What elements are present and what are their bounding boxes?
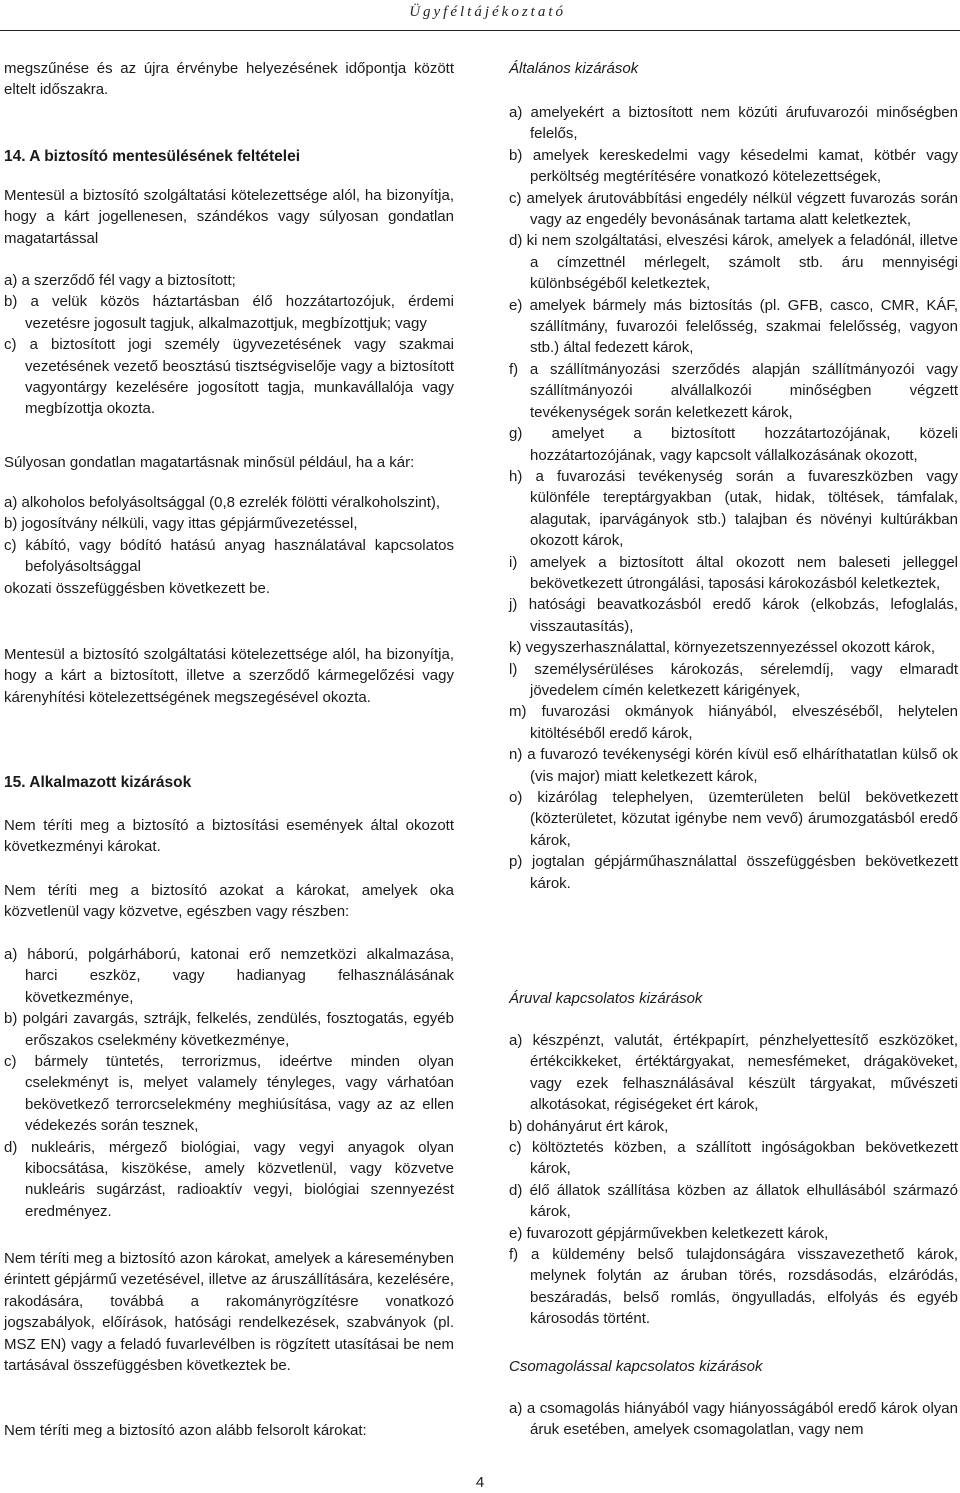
gross-negligence-intro: Súlyosan gondatlan magatartásnak minősül például, ha a kár: [4,454,415,471]
section-15-heading: 15. Alkalmazott kizárások [4,774,192,791]
list-item: a) háború, polgárháború, katonai erő nemzetközi alkalmazása, harci eszköz, vagy hadianyag felhasználásának következménye, [4,946,454,1006]
list-item: e) amelyek bármely más biztosítás (pl. GFB, casco, CMR, KÁF, szállítmány, fuvarozói felelősség, szakmai felelősség, vagyon stb.) által fedezett károk, [509,296,958,357]
list-item: a) alkoholos befolyásoltsággal (0,8 ezrelék fölötti véralkoholszint), [4,494,441,511]
list-item: d) nukleáris, mérgező biológiai, vagy vegyi anyagok olyan kibocsátása, kiszökése, amely közvetlenül, vagy közvetve nukleáris sugárzást, radioaktív vegyi, biológiai szennyezést eredményez. [4,1138,454,1220]
list-item: a) amelyekért a biztosított nem közúti árufuvarozói minőségben felelős, [509,104,958,143]
list-item: m) fuvarozási okmányok hiányából, elveszéséből, helytelen kitöltéséből eredő károk, [509,703,958,742]
list-item: b) amelyek kereskedelmi vagy késedelmi kamat, kötbér vagy perköltség megtérítésére vonatkozó kötelezettségek, [509,146,958,186]
gross-negligence-list [4,492,454,599]
section-14-list [4,270,454,420]
packaging-exclusions-heading: Csomagolással kapcsolatos kizárások [509,1358,763,1375]
list-item: n) a fuvarozó tevékenységi körén kívül eső elháríthatatlan külső ok (vis major) miatt keletkezett károk, [509,746,958,785]
section-15-paragraph-2: Nem téríti meg a biztosító azokat a károkat, amelyek oka közvetlenül vagy közvetve, egészben vagy részben: [4,882,454,921]
list-item: h) a fuvarozási tevékenység során a fuvareszközben vagy különféle tereptárgyakban (utak, hidak, töltések, támfalak, alagutak, iparvágányok stb.) talajban és növényi kultúrákban okozott károk, [509,467,958,550]
list-item: o) kizárólag telephelyen, üzemterületen belül bekövetkezett (közterületet, közutat igénybe nem vevő) árumozgatásból eredő károk, [509,789,958,849]
header-rule [0,30,960,31]
list-item: j) hatósági beavatkozásból eredő károk (elkobzás, lefoglalás, visszautasítás), [509,596,958,635]
list-item: f) a küldemény belső tulajdonságára visszavezethető károk, melynek folytán az áruban törés, rozsdásodás, elzáródás, beszáradás, belső romlás, öngyulladás, elfolyás és egyéb károsodás történt. [509,1246,958,1328]
intro-paragraph: megszűnése és az újra érvénybe helyezésének időpontja között eltelt időszakra. [4,60,454,99]
list-item: b) dohányárut ért károk, [509,1117,669,1135]
section-14-heading: 14. A biztosító mentesülésének feltételei [4,148,301,165]
general-exclusions-list [509,102,958,894]
list-item: f) a szállítmányozási szerződés alapján szállítmányozói vagy szállítmányozói alvállalkozói minőségben végzett tevékenységek során keletkezett károk, [509,360,958,421]
packaging-exclusions-list [509,1398,958,1441]
list-item: b) jogosítvány nélküli, vagy ittas gépjárművezetéssel, [4,515,358,533]
list-item: a) készpénzt, valutát, értékpapírt, pénzhelyettesítő eszközöket, értékcikkeket, értéktárgyakat, nemesfémeket, drágaköveket, vagy ezek felhasználásával készült tárgyakat, művészeti alkotásokat, régiségeket ért károk, [509,1032,958,1114]
list-item: i) amelyek a biztosított által okozott nem baleseti jelleggel bekövetkezett útrongálási, taposási károkozásból keletkeztek, [509,553,958,592]
cargo-exclusions-heading: Áruval kapcsolatos kizárások [509,990,703,1007]
list-item: g) amelyet a biztosított hozzátartozójának, közeli hozzátartozójának, vagy kapcsolt vállalkozásának okozott, [509,425,958,464]
header-title: Ügyféltájékoztató [409,4,566,20]
section-15-list [4,944,454,1222]
general-exclusions-heading: Általános kizárások [509,60,639,77]
section-15-paragraph-3: Nem téríti meg a biztosító azon károkat, amelyek a káreseményben érintett gépjármű vezetésével, illetve az áruszállítására, kezelésére, rakodására, továbbá a rakományrögzítésre vonatkozó jogszabályok, előírások, hatósági rendelkezések, szabványok (pl. MSZ EN) vagy a feladó fuvarlevélben is rögzített utasításai be nem tartásával összefüggésben következtek be. [4,1250,454,1375]
list-item: k) vegyszerhasználattal, környezetszennyezéssel okozott károk, [509,639,936,657]
list-item: b) polgári zavargás, sztrájk, felkelés, zendülés, fosztogatás, egyéb erőszakos cselekmény következménye, [4,1010,454,1049]
list-item: c) költöztetés közben, a szállított ingóságokban bekövetkezett károk, [509,1139,958,1178]
list-item: c) amelyek árutovábbítási engedély nélkül végzett fuvarozás során vagy az engedély bevonásának tartama alatt keletkeztek, [509,189,958,229]
list-item: p) jogtalan gépjárműhasználattal összefüggésben bekövetkezett károk. [509,853,958,892]
gross-negligence-conclusion: okozati összefüggésben következett be. [4,579,271,597]
list-item: e) fuvarozott gépjárművekben keletkezett károk, [509,1224,829,1242]
page-number: 4 [475,1474,485,1491]
list-item: c) kábító, vagy bódító hatású anyag használatával kapcsolatos befolyásoltsággal [4,536,454,576]
list-item: c) a biztosított jogi személy ügyvezetésének vagy szakmai vezetésének vezető beosztású tisztségviselője vagy a biztosított vagyontárgy kezelésére jogosított tagja, munkavállalója vagy megbízottja okozta. [4,336,454,418]
section-14-paragraph-2: Mentesül a biztosító szolgáltatási kötelezettsége alól, ha bizonyítja, hogy a kárt a biztosított, illetve a szerződő kármegelőzési vagy kárenyhítési kötelezettségének megszegésével okozta. [4,646,454,706]
list-item: d) ki nem szolgáltatási, elveszési károk, amelyek a feladónál, illetve a címzettnél mérlegelt, számolt stb. áru mennyiségi különbségéből keletkeztek, [509,232,958,293]
list-item: a) a csomagolás hiányából vagy hiányosságából eredő károk olyan áruk esetében, amelyek csomagolatlan, vagy nem [509,1400,958,1439]
section-15-paragraph-4: Nem téríti meg a biztosító azon alább felsorolt károkat: [4,1422,367,1439]
cargo-exclusions-list [509,1030,958,1330]
running-header [0,0,960,34]
list-item: b) a velük közös háztartásban élő hozzátartozójuk, érdemi vezetésre jogosult tagjuk, alkalmazottjuk, megbízottjuk; vagy [4,293,454,332]
list-item: d) élő állatok szállítása közben az állatok elhullásából származó károk, [509,1181,958,1221]
section-15-paragraph-1: Nem téríti meg a biztosító a biztosítási események által okozott következményi károkat. [4,817,454,856]
list-item: c) bármely tüntetés, terrorizmus, ideértve minden olyan cselekményt is, melyet valamely tényleges, vagy várhatóan bekövetkező terrorcselekmény meghiúsítása, vagy az az ellen védekezés során tesznek, [4,1053,454,1135]
section-14-paragraph: Mentesül a biztosító szolgáltatási kötelezettsége alól, ha bizonyítja, hogy a kárt jogellenesen, szándékos vagy súlyosan gondatlan magatartással [4,187,454,247]
list-item: a) a szerződő fél vagy a biztosított; [4,272,236,289]
list-item: l) személysérüléses károkozás, sérelemdíj, vagy elmaradt jövedelem címén keletkezett kárigények, [509,660,958,699]
